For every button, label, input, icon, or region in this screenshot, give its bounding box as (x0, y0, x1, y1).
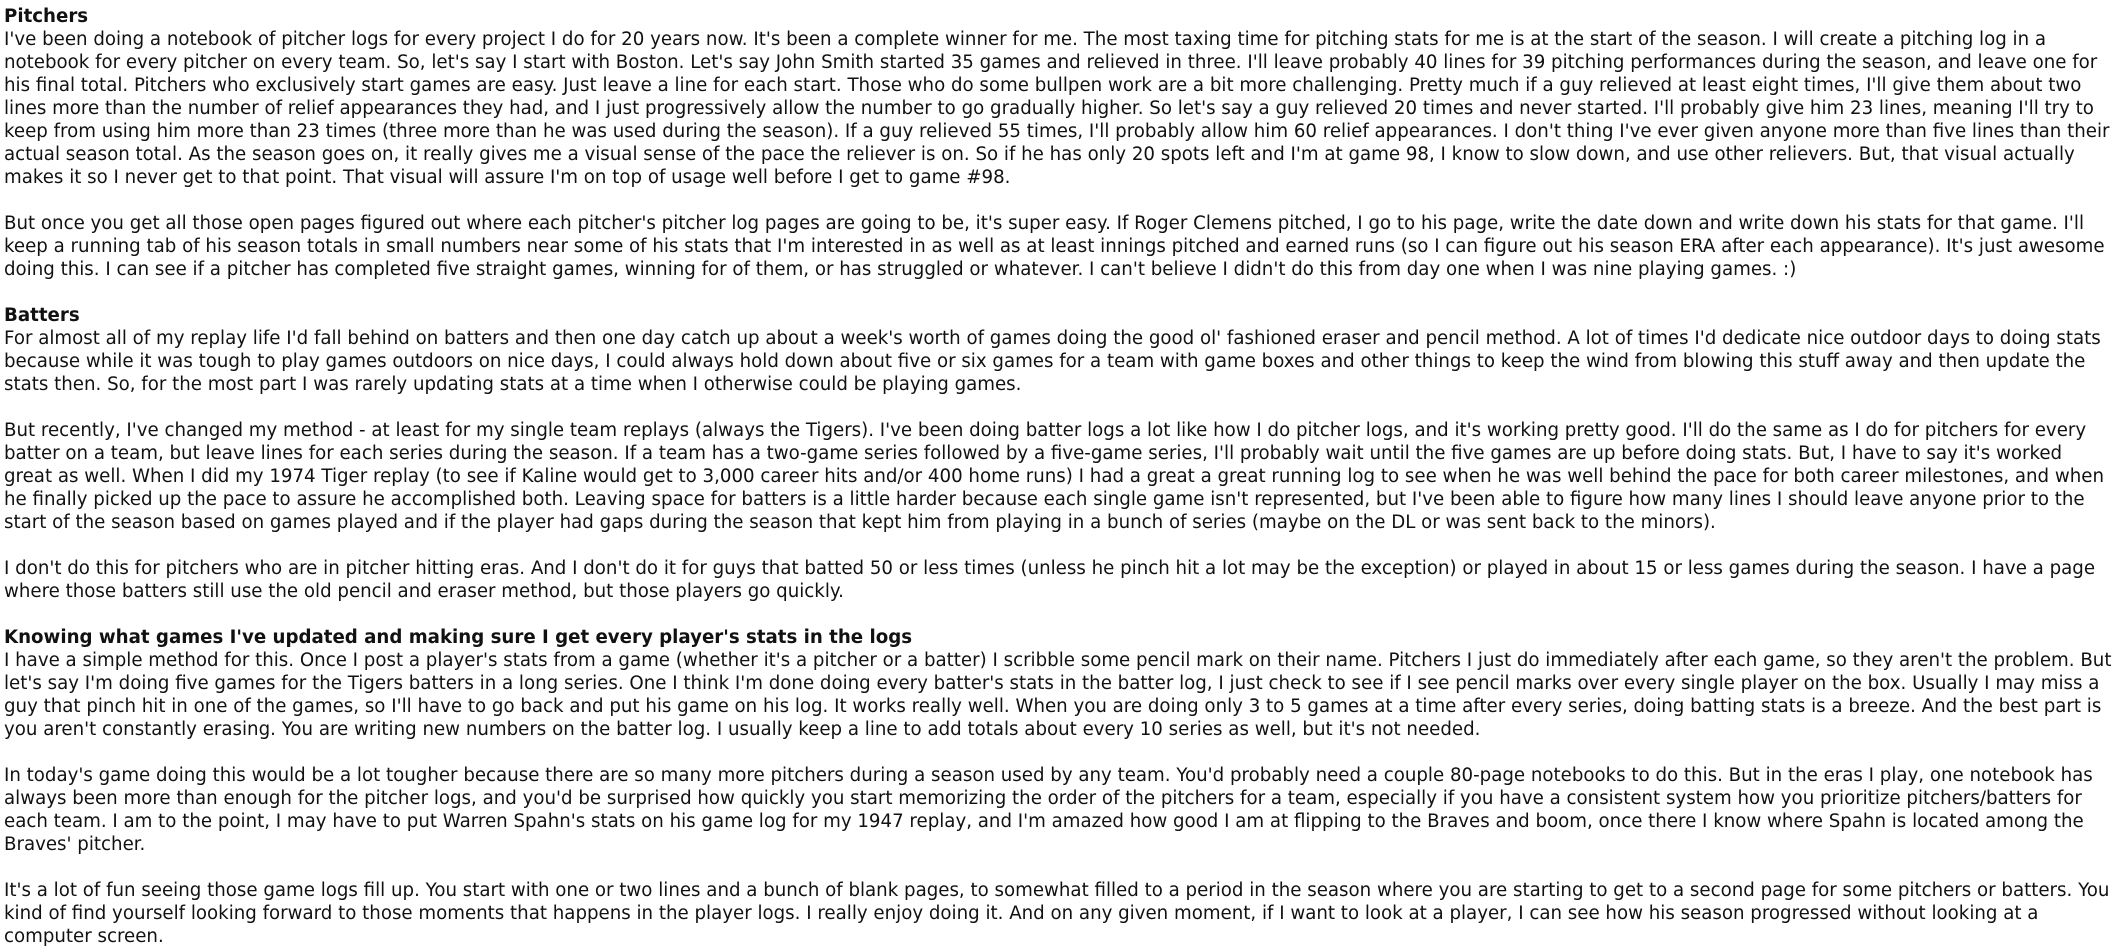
paragraph: For almost all of my replay life I'd fall behind on batters and then one day catch up about a week's worth of games doing the good ol' fashioned eraser and pencil method. A lot of times I'd dedicate nice outdoor days to doing stats because while it was tough to play games outdoors on nice days, I could always hold down about five or six games for a team with game boxes and other things to keep the wind from blowing this stuff away and then update the stats then. So, for the most part I was rarely updating stats at a time when I otherwise could be playing games. (4, 328, 2101, 395)
paragraph: I don't do this for pitchers who are in pitcher hitting eras. And I don't do it for guys that batted 50 or less times (unless he pinch hit a lot may be the exception) or played in about 15 or less games during the season. I have a page where those batters still use the old pencil and eraser method, but those players go quickly. (4, 558, 2096, 602)
paragraph: It's a lot of fun seeing those game logs fill up. You start with one or two lines and a bunch of blank pages, to somewhat filled to a period in the season where you are starting to get to a second page for some pitchers or batters. You kind of find yourself looking forward to those moments that happens in the player logs. I really enjoy doing it. And on any given moment, if I want to look at a player, I can see how his season progressed without looking at a computer screen. (4, 880, 2110, 947)
section-pitchers (4, 5, 2114, 281)
section-heading-knowing-games-updated: Knowing what games I've updated and making sure I get every player's stats in the logs (4, 627, 913, 648)
paragraph: But once you get all those open pages figured out where each pitcher's pitcher log pages are going to be, it's super easy. If Roger Clemens pitched, I go to his page, write the date down and write down his stats for that game. I'll keep a running tab of his season totals in small numbers near some of his stats that I'm interested in as well as at least innings pitched and earned runs (so I can figure out his season ERA after each appearance). It's just awesome doing this. I can see if a pitcher has completed five straight games, winning for of them, or has struggled or whatever. I can't believe I didn't do this from day one when I was nine playing games. :) (4, 213, 2105, 280)
paragraph: In today's game doing this would be a lot tougher because there are so many more pitchers during a season used by any team. You'd probably need a couple 80-page notebooks to do this. But in the eras I play, one notebook has always been more than enough for the pitcher logs, and you'd be surprised how quickly you start memorizing the order of the pitchers for a team, especially if you have a consistent system how you prioritize pitchers/batters for each team. I am to the point, I may have to put Warren Spahn's stats on his game log for my 1947 replay, and I'm amazed how good I am at flipping to the Braves and boom, once there I know where Spahn is located among the Braves' pitcher. (4, 765, 2093, 855)
paragraph: I have a simple method for this. Once I post a player's stats from a game (whether it's a pitcher or a batter) I scribble some pencil mark on their name. Pitchers I just do immediately after each game, so they aren't the problem. But let's say I'm doing five games for the Tigers batters in a long series. One I think I'm done doing every batter's stats in the batter log, I just check to see if I see pencil marks over every single player on the box. Usually I may miss a guy that pinch hit in one of the games, so I'll have to go back and put his game on his log. It works really well. When you are doing only 3 to 5 games at a time after every series, doing batting stats is a breeze. And the best part is you aren't constantly erasing. You are writing new numbers on the batter log. I usually keep a line to add totals about every 10 series as well, but it's not needed. (4, 650, 2112, 740)
section-batters (4, 304, 2114, 603)
paragraph: I've been doing a notebook of pitcher logs for every project I do for 20 years now. It's been a complete winner for me. The most taxing time for pitching stats for me is at the start of the season. I will create a pitching log in a notebook for every pitcher on every team. So, let's say I start with Boston. Let's say John Smith started 35 games and relieved in three. I'll leave probably 40 lines for 39 pitching performances during the season, and leave one for his final total. Pitchers who exclusively start games are easy. Just leave a line for each start. Those who do some bullpen work are a bit more challenging. Pretty much if a guy relieved at least eight times, I'll give them about two lines more than the number of relief appearances they had, and I just progressively allow the number to go gradually higher. So let's say a guy relieved 20 times and never started. I'll probably give him 23 lines, meaning I'll try to keep from using him more than 23 times (three more than he was used during the season). If a guy relieved 55 times, I'll probably allow him 60 relief appearances. I don't thing I've ever given anyone more than five lines than their actual season total. As the season goes on, it really gives me a visual sense of the pace the reliever is on. So if he has only 20 spots left and I'm at game 98, I know to slow down, and use other relievers. But, that visual actually makes it so I never get to that point. That visual will assure I'm on top of usage well before I get to game #98. (4, 29, 2110, 188)
section-heading-batters: Batters (4, 305, 80, 326)
section-heading-pitchers: Pitchers (4, 6, 89, 27)
paragraph: But recently, I've changed my method - at least for my single team replays (always the Tigers). I've been doing batter logs a lot like how I do pitcher logs, and it's working pretty good. I'll do the same as I do for pitchers for every batter on a team, but leave lines for each series during the season. If a team has a two-game series followed by a five-game series, I'll probably wait until the five games are up before doing stats. But, I have to say it's worked great as well. When I did my 1974 Tiger replay (to see if Kaline would get to 3,000 career hits and/or 400 home runs) I had a great a great running log to see when he was well behind the pace for both career milestones, and when he finally picked up the pace to assure he accomplished both. Leaving space for batters is a little harder because each single game isn't represented, but I've been able to figure how many lines I should leave anyone prior to the start of the season based on games played and if the player had gaps during the season that kept him from playing in a bunch of series (maybe on the DL or was sent back to the minors). (4, 420, 2104, 533)
section-knowing-games-updated (4, 626, 2114, 948)
